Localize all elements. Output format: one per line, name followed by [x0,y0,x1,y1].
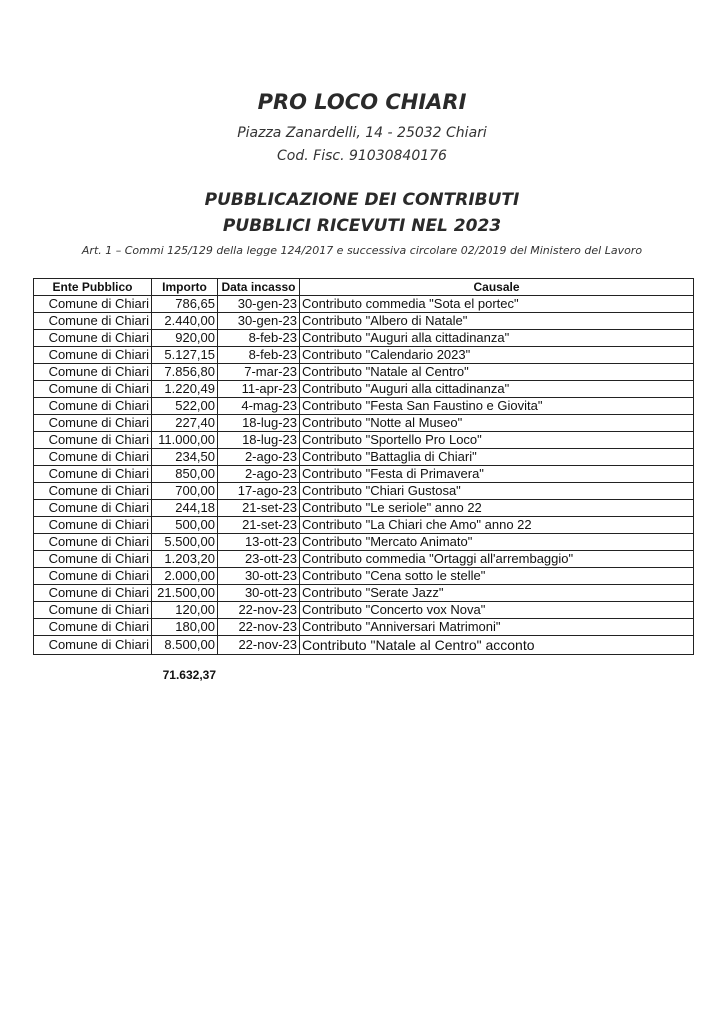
cell-causale: Contributo "Festa San Faustino e Giovita" [300,398,694,415]
cell-importo: 227,40 [152,415,218,432]
cell-ente: Comune di Chiari [34,398,152,415]
cell-data: 21-set-23 [218,500,300,517]
cell-causale: Contributo "Festa di Primavera" [300,466,694,483]
cell-ente: Comune di Chiari [34,500,152,517]
total-amount: 71.632,37 [162,668,216,682]
cell-causale: Contributo "Auguri alla cittadinanza" [300,330,694,347]
cell-data: 30-ott-23 [218,568,300,585]
doc-title-line1: PUBBLICAZIONE DEI CONTRIBUTI [204,190,520,210]
cell-ente: Comune di Chiari [34,534,152,551]
column-header-data: Data incasso [218,279,300,296]
cell-ente: Comune di Chiari [34,347,152,364]
cell-ente: Comune di Chiari [34,381,152,398]
cell-data: 22-nov-23 [218,636,300,655]
cell-causale: Contributo commedia "Sota el portec" [300,296,694,313]
cell-importo: 8.500,00 [152,636,218,655]
cell-causale: Contributo "Mercato Animato" [300,534,694,551]
cell-ente: Comune di Chiari [34,636,152,655]
table-row [34,568,694,585]
cell-data: 30-ott-23 [218,585,300,602]
cell-ente: Comune di Chiari [34,364,152,381]
cell-causale: Contributo "Concerto vox Nova" [300,602,694,619]
cell-data: 11-apr-23 [218,381,300,398]
cell-data: 21-set-23 [218,517,300,534]
cell-importo: 7.856,80 [152,364,218,381]
cell-causale: Contributo "La Chiari che Amo" anno 22 [300,517,694,534]
cell-causale: Contributo "Notte al Museo" [300,415,694,432]
cell-data: 4-mag-23 [218,398,300,415]
cell-ente: Comune di Chiari [34,602,152,619]
cell-data: 22-nov-23 [218,602,300,619]
table-row [34,364,694,381]
column-header-importo: Importo [152,279,218,296]
table-row [34,500,694,517]
cell-ente: Comune di Chiari [34,517,152,534]
cell-causale: Contributo "Chiari Gustosa" [300,483,694,500]
cell-importo: 500,00 [152,517,218,534]
cell-importo: 2.440,00 [152,313,218,330]
cell-ente: Comune di Chiari [34,619,152,636]
cell-importo: 1.220,49 [152,381,218,398]
doc-title-line2: PUBBLICI RICEVUTI NEL 2023 [222,216,502,236]
cell-importo: 2.000,00 [152,568,218,585]
table-row [34,585,694,602]
cell-causale: Contributo "Anniversari Matrimoni" [300,619,694,636]
cell-ente: Comune di Chiari [34,432,152,449]
cell-data: 13-ott-23 [218,534,300,551]
org-address: Piazza Zanardelli, 14 - 25032 Chiari [237,125,487,141]
cell-ente: Comune di Chiari [34,449,152,466]
cell-importo: 522,00 [152,398,218,415]
cell-ente: Comune di Chiari [34,296,152,313]
cell-ente: Comune di Chiari [34,466,152,483]
table-row [34,534,694,551]
cell-causale: Contributo "Le seriole" anno 22 [300,500,694,517]
law-reference: Art. 1 – Commi 125/129 della legge 124/2017 e successiva circolare 02/2019 del Ministero del Lavoro [81,244,643,257]
cell-data: 23-ott-23 [218,551,300,568]
cell-causale: Contributo "Sportello Pro Loco" [300,432,694,449]
cell-importo: 180,00 [152,619,218,636]
table-body [34,296,694,655]
cell-causale: Contributo "Calendario 2023" [300,347,694,364]
fiscal-code: Cod. Fisc. 91030840176 [277,148,447,164]
table-row [34,347,694,364]
cell-causale: Contributo "Auguri alla cittadinanza" [300,381,694,398]
table-row [34,517,694,534]
table-row [34,330,694,347]
cell-importo: 120,00 [152,602,218,619]
cell-importo: 1.203,20 [152,551,218,568]
cell-importo: 920,00 [152,330,218,347]
table-row [34,432,694,449]
cell-importo: 21.500,00 [152,585,218,602]
cell-causale: Contributo "Albero di Natale" [300,313,694,330]
cell-data: 7-mar-23 [218,364,300,381]
cell-data: 2-ago-23 [218,449,300,466]
table-row [34,296,694,313]
cell-causale: Contributo "Battaglia di Chiari" [300,449,694,466]
cell-importo: 850,00 [152,466,218,483]
cell-importo: 244,18 [152,500,218,517]
cell-ente: Comune di Chiari [34,568,152,585]
cell-importo: 5.500,00 [152,534,218,551]
table-row [34,381,694,398]
table-row [34,602,694,619]
table-row [34,449,694,466]
cell-causale: Contributo "Cena sotto le stelle" [300,568,694,585]
table-header-row [34,279,694,296]
cell-data: 8-feb-23 [218,347,300,364]
cell-causale: Contributo "Serate Jazz" [300,585,694,602]
table-row [34,483,694,500]
org-name: PRO LOCO CHIARI [257,90,467,114]
cell-data: 22-nov-23 [218,619,300,636]
column-header-ente: Ente Pubblico [34,279,152,296]
cell-data: 18-lug-23 [218,432,300,449]
cell-importo: 786,65 [152,296,218,313]
cell-causale: Contributo commedia "Ortaggi all'arrembaggio" [300,551,694,568]
table-row [34,415,694,432]
cell-data: 17-ago-23 [218,483,300,500]
table-row [34,636,694,655]
cell-data: 8-feb-23 [218,330,300,347]
cell-data: 30-gen-23 [218,296,300,313]
table-row [34,551,694,568]
table-row [34,398,694,415]
cell-importo: 234,50 [152,449,218,466]
cell-ente: Comune di Chiari [34,483,152,500]
cell-data: 2-ago-23 [218,466,300,483]
cell-ente: Comune di Chiari [34,415,152,432]
cell-data: 30-gen-23 [218,313,300,330]
cell-causale: Contributo "Natale al Centro" acconto [300,636,694,655]
cell-importo: 11.000,00 [152,432,218,449]
cell-causale: Contributo "Natale al Centro" [300,364,694,381]
cell-importo: 5.127,15 [152,347,218,364]
cell-ente: Comune di Chiari [34,313,152,330]
contributions-table [33,278,694,655]
column-header-causale: Causale [300,279,694,296]
cell-ente: Comune di Chiari [34,551,152,568]
cell-ente: Comune di Chiari [34,585,152,602]
table-row [34,313,694,330]
cell-data: 18-lug-23 [218,415,300,432]
cell-ente: Comune di Chiari [34,330,152,347]
cell-importo: 700,00 [152,483,218,500]
table-row [34,619,694,636]
table-row [34,466,694,483]
